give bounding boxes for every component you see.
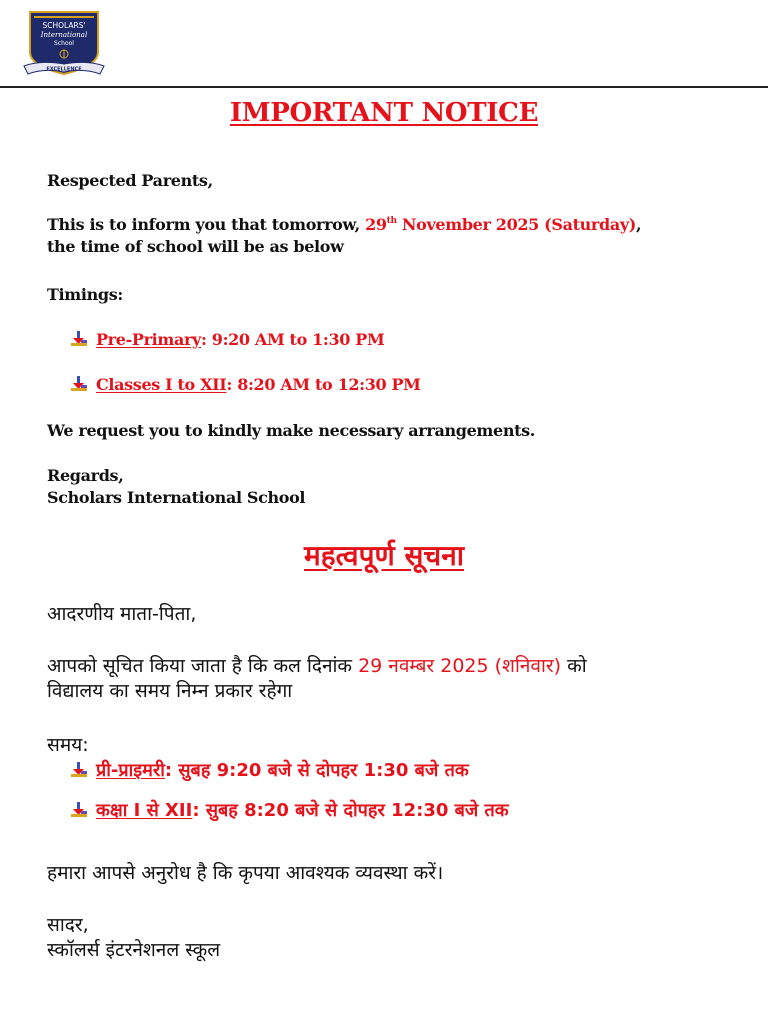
classes-time: 8:20 AM to 12:30 PM (237, 374, 421, 394)
bullet-arrow-icon (70, 761, 88, 779)
logo-ribbon-text: EXCELLENCE (46, 66, 82, 73)
hindi-school-name: स्कॉलर्स इंटरनेशनल स्कूल (47, 939, 221, 961)
pre-primary-label: Pre-Primary (96, 329, 201, 349)
logo-line3: School (54, 40, 74, 47)
hindi-intro-text: आपको सूचित किया जाता है कि कल दिनांक (47, 655, 359, 677)
timing-item-pre-primary (70, 327, 384, 351)
hindi-pre-primary-time: सुबह 9:20 बजे से दोपहर 1:30 बजे तक (178, 760, 469, 781)
notice-title: IMPORTANT NOTICE (229, 98, 539, 128)
hindi-request: हमारा आपसे अनुरोध है कि कृपया आवश्यक व्यवस्था करें। (47, 862, 444, 884)
date-rest: November 2025 (Saturday) (396, 215, 637, 234)
hindi-notice-date: 29 नवम्बर 2025 (शनिवार) (358, 655, 562, 677)
english-salutation: Respected Parents, (47, 171, 213, 190)
logo-line1: SCHOLARS' (42, 21, 86, 30)
hindi-regards-text: सादर, (47, 914, 89, 936)
date-day: 29 (365, 215, 387, 234)
hindi-notice-title: महत्वपूर्ण सूचना (304, 539, 464, 572)
school-logo (20, 8, 108, 80)
bullet-separator: : (226, 374, 238, 394)
hindi-timing-item-classes (70, 797, 509, 823)
bullet-arrow-icon (70, 330, 88, 348)
intro-text: This is to inform you that tomorrow, (47, 215, 366, 234)
bullet-separator: : (201, 329, 212, 349)
timings-label: Timings: (47, 285, 123, 304)
notice-date (365, 215, 636, 234)
date-suffix: th (386, 216, 397, 226)
intro-line2: the time of school will be as below (47, 237, 344, 256)
bullet-arrow-icon (70, 375, 88, 393)
pre-primary-time: 9:20 AM to 1:30 PM (211, 329, 385, 349)
school-name: Scholars International School (47, 488, 306, 507)
hindi-salutation: आदरणीय माता-पिता, (47, 603, 197, 625)
hindi-timing-item-pre-primary (70, 757, 469, 783)
header-divider (0, 86, 768, 88)
hindi-intro (47, 654, 747, 704)
english-signoff (47, 465, 747, 509)
hindi-signoff (47, 913, 747, 963)
hindi-classes-label: कक्षा I से XII (96, 800, 193, 821)
hindi-intro-post: को (561, 655, 587, 677)
intro-comma: , (636, 215, 642, 234)
regards-text: Regards, (47, 466, 124, 485)
bullet-arrow-icon (70, 801, 88, 819)
hindi-timings-label: समय: (47, 734, 89, 756)
classes-label: Classes I to XII (96, 374, 227, 394)
hindi-classes-time: सुबह 8:20 बजे से दोपहर 12:30 बजे तक (205, 800, 509, 821)
hindi-pre-primary-label: प्री-प्राइमरी (96, 760, 165, 781)
hindi-intro-line2: विद्यालय का समय निम्न प्रकार रहेगा (47, 680, 293, 702)
english-request: We request you to kindly make necessary arrangements. (47, 421, 536, 440)
logo-line2: International (40, 31, 88, 39)
english-intro (47, 214, 747, 258)
bullet-separator: : (192, 799, 206, 821)
timing-item-classes (70, 372, 421, 396)
bullet-separator: : (164, 759, 179, 781)
